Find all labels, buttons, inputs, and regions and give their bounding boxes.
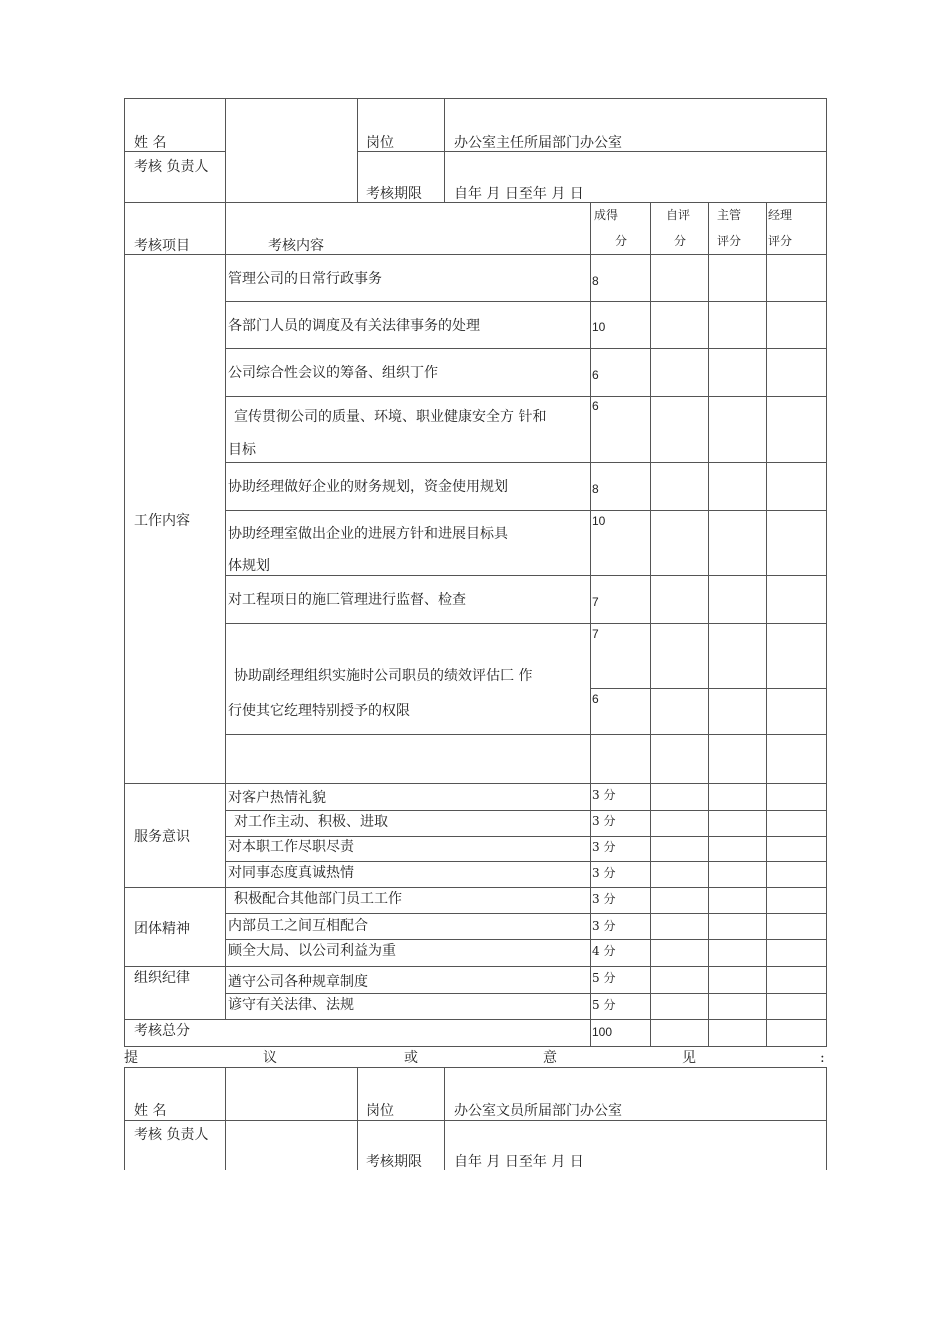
team-item-score: 4 分 <box>592 944 616 958</box>
grid-line <box>225 301 827 302</box>
col-header-score-line1: 成得 <box>594 208 619 222</box>
col-header-mgr-line1: 主管 <box>717 208 742 222</box>
col-header-self-line2: 分 <box>674 234 687 248</box>
grid-line <box>124 1120 827 1121</box>
grid-line <box>225 993 827 994</box>
grid-line <box>225 623 827 624</box>
grid-line <box>766 202 767 1046</box>
service-item-text: 对本职工作尽职尽责 <box>228 839 354 855</box>
grid-line <box>124 254 827 255</box>
grid-line <box>708 202 709 1046</box>
period-value: 自年 月 日至年 月 日 <box>454 186 584 202</box>
grid-line <box>124 887 827 888</box>
discipline-item-score: 5 分 <box>592 998 616 1012</box>
work-item-text-cont: 目标 <box>228 442 256 458</box>
period-label: 考核期限 <box>366 186 422 202</box>
grid-line <box>225 861 827 862</box>
grid-line <box>225 939 827 940</box>
suggestion-char: 意 <box>543 1050 557 1066</box>
name-label: 姓 名 <box>134 135 167 151</box>
service-item-text: 对工作主动、积极、进取 <box>234 814 388 830</box>
work-item-score: 10 <box>592 320 606 334</box>
work-item-text: 管理公司的日常行政事务 <box>228 271 382 287</box>
service-item-score: 3 分 <box>592 814 616 828</box>
total-value: 100 <box>592 1025 613 1039</box>
reviewer-label: 考核 负责人 <box>134 1127 209 1143</box>
grid-line <box>357 98 358 202</box>
post-label: 岗位 <box>366 1103 394 1119</box>
work-item-text: 各部门人员的调度及有关法律事务的处理 <box>228 318 480 334</box>
discipline-item-text: 遒守公司各种规章制度 <box>228 974 368 990</box>
grid-line <box>225 510 827 511</box>
work-item-text: 协助经理做好企业的财务规划，资金使用规划 <box>228 479 508 495</box>
grid-line <box>225 348 827 349</box>
work-item-text: 对工程项日的施匚管理进行监督、检查 <box>228 592 466 608</box>
work-item-text: 宣传贯彻公司的质量、环境、职业健康安全方 针和 <box>234 409 547 425</box>
team-item-text: 顾全大局、以公司利益为重 <box>228 943 396 959</box>
col-header-score-line2: 分 <box>615 234 628 248</box>
grid-line <box>225 98 226 202</box>
grid-line <box>225 462 827 463</box>
table-border-right <box>826 98 827 1046</box>
grid-line <box>225 734 827 735</box>
table-border-bottom <box>124 1046 827 1047</box>
grid-line <box>225 396 827 397</box>
work-item-text: 公司综合性会议的筹备、组织丁作 <box>228 365 438 381</box>
work-item-text: 协助经理室做出企业的进展方针和进展目标具 <box>228 526 508 542</box>
team-item-score: 3 分 <box>592 892 616 906</box>
category-discipline: 组织纪律 <box>134 970 190 986</box>
grid-line <box>590 688 827 689</box>
table-border-top <box>124 98 827 99</box>
work-item-score: 6 <box>592 368 599 382</box>
grid-line <box>225 836 827 837</box>
period-value: 自年 月 日至年 月 日 <box>454 1154 584 1170</box>
work-item-score: 6 <box>592 692 599 706</box>
grid-line <box>124 783 827 784</box>
total-label: 考核总分 <box>134 1023 190 1039</box>
discipline-item-score: 5 分 <box>592 971 616 985</box>
work-item-score: 8 <box>592 274 599 288</box>
category-work: 工作内容 <box>134 513 190 529</box>
table-border-left <box>124 98 125 1046</box>
suggestion-char: 议 <box>263 1050 277 1066</box>
grid-line <box>225 913 827 914</box>
col-header-item: 考核项目 <box>134 238 190 254</box>
period-label: 考核期限 <box>366 1154 422 1170</box>
work-item-text-cont: 体规划 <box>228 558 270 574</box>
work-item-text: 协助副经理组织实施时公司职员的绩效评估匚 作 <box>234 668 533 684</box>
col-header-self-line1: 自评 <box>666 208 691 222</box>
post-value: 办公室文员所届部门办公室 <box>454 1103 622 1119</box>
team-item-score: 3 分 <box>592 919 616 933</box>
suggestion-char: 或 <box>404 1050 418 1066</box>
table-border-left <box>124 1067 125 1170</box>
category-service: 服务意识 <box>134 829 190 845</box>
service-item-text: 对客户热情礼貌 <box>228 790 326 806</box>
table-border-right <box>826 1067 827 1170</box>
work-item-score: 8 <box>592 482 599 496</box>
work-item-score: 7 <box>592 595 599 609</box>
work-item-text: 行使其它纥理特别授予的权限 <box>228 703 410 719</box>
suggestion-char: : <box>820 1050 825 1066</box>
category-team: 团体精神 <box>134 921 190 937</box>
grid-line <box>225 810 827 811</box>
suggestion-char: 见 <box>682 1050 696 1066</box>
grid-line <box>124 1019 827 1020</box>
name-label: 姓 名 <box>134 1103 167 1119</box>
team-item-text: 内部员工之间互相配合 <box>228 918 368 934</box>
grid-line <box>225 1067 226 1170</box>
service-item-score: 3 分 <box>592 866 616 880</box>
col-header-content: 考核内容 <box>268 238 324 254</box>
grid-line <box>357 1067 358 1170</box>
col-header-mgr-line2: 评分 <box>717 234 742 248</box>
work-item-score: 7 <box>592 627 599 641</box>
service-item-score: 3 分 <box>592 788 616 802</box>
table-border-top <box>124 1067 827 1068</box>
grid-line <box>444 1067 445 1170</box>
work-item-score: 10 <box>592 514 606 528</box>
grid-line <box>590 202 591 1046</box>
discipline-item-text: 谚守有关法律、法规 <box>228 997 354 1013</box>
reviewer-label: 考核 负责人 <box>134 159 209 175</box>
grid-line <box>124 966 827 967</box>
team-item-text: 积极配合其他部门员工工作 <box>234 891 402 907</box>
post-value: 办公室主任所届部门办公室 <box>454 135 622 151</box>
post-label: 岗位 <box>366 135 394 151</box>
grid-line <box>444 98 445 202</box>
grid-line <box>225 575 827 576</box>
col-header-gm-line1: 经理 <box>768 208 793 222</box>
work-item-score: 6 <box>592 399 599 413</box>
col-header-gm-line2: 评分 <box>768 234 793 248</box>
grid-line <box>225 202 226 1020</box>
service-item-score: 3 分 <box>592 840 616 854</box>
service-item-text: 对同事态度真诚热情 <box>228 865 354 881</box>
grid-line <box>650 202 651 1046</box>
suggestion-char: 提 <box>124 1050 138 1066</box>
